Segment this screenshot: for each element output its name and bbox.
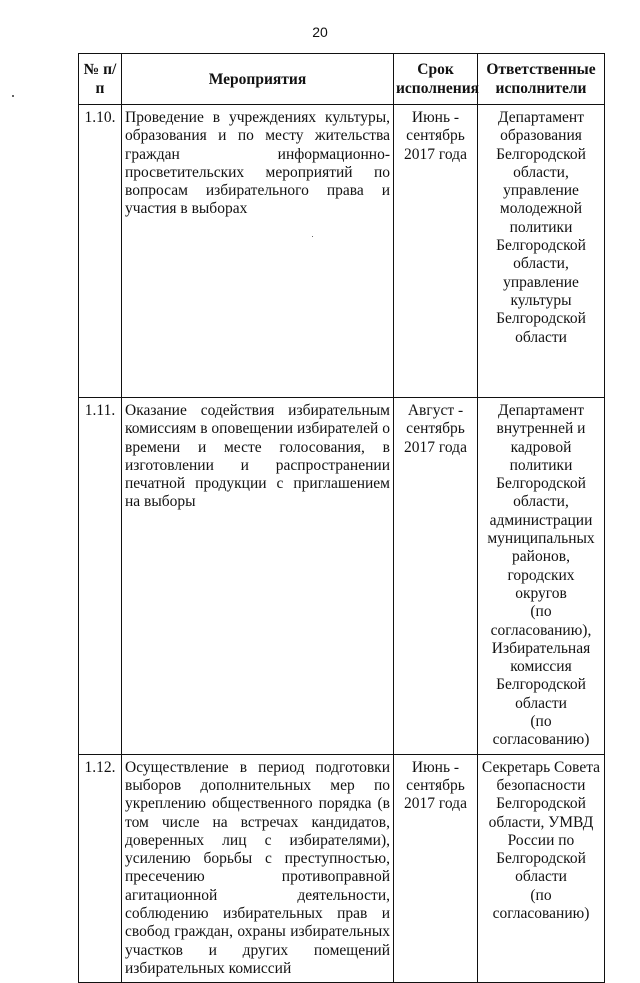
executor-line: России по [507, 831, 575, 849]
executor-line: Департамент [498, 402, 584, 419]
executor-line: молодежной [499, 200, 583, 218]
term-line: сентябрь [406, 420, 465, 438]
executor-line: области [515, 328, 567, 346]
executor-line: управление [503, 273, 579, 291]
table-header-row [79, 54, 605, 105]
executor-line: Белгородской [496, 145, 586, 163]
executor-line: Белгородской [496, 676, 586, 694]
row-term [394, 754, 478, 983]
row-activity: Оказание содействия избирательным комиссиям в оповещении избирателей о времени и месте голосования, в изготовлении и распространении печатной продукции с приглашением на выборы [122, 398, 394, 755]
executor-line: Избирательная [491, 639, 591, 657]
executor-line: управление [503, 182, 579, 200]
executor-line: области [515, 868, 567, 886]
executor-line: области, [513, 493, 569, 511]
term-line: Июнь - [411, 758, 460, 776]
executor-line: Белгородской [496, 475, 586, 493]
executor-line: области, [513, 255, 569, 273]
table-row [79, 398, 605, 755]
executor-line: Белгородской [496, 237, 586, 255]
executor-line: районов, городских [507, 548, 575, 584]
header-executors: Ответственные исполнители [478, 54, 605, 105]
term-line: Август - [407, 402, 464, 419]
term-line: сентябрь [406, 776, 465, 794]
executor-line: округов [515, 584, 567, 602]
executor-line: Белгородской [496, 850, 586, 868]
row-term [394, 105, 478, 398]
executor-line: Департамент [498, 109, 584, 126]
executor-line: (по согласованию), [490, 603, 592, 639]
row-activity: Проведение в учреждениях культуры, образования и по месту жительства граждан информационно-просветительских мероприятий по вопросам избирательного права и участия в выборах [122, 105, 394, 398]
term-line: сентябрь [406, 127, 465, 145]
row-executors [478, 398, 605, 755]
table-row [79, 105, 605, 398]
header-term: Срок исполнения [394, 54, 478, 105]
executor-line: муниципальных [487, 530, 595, 548]
executor-line: Белгородской [496, 795, 586, 813]
executor-line: политики [509, 218, 573, 236]
executor-line: кадровой политики [509, 438, 573, 474]
executor-line: области [515, 694, 567, 712]
executor-line: Секретарь Совета [481, 758, 601, 776]
executor-line: внутренней и [496, 420, 586, 438]
scan-dot [12, 95, 14, 97]
executor-line: культуры [510, 291, 572, 309]
executor-line: области, УМВД [488, 813, 594, 831]
executor-line: комиссия [510, 658, 572, 676]
row-activity: Осуществление в период подготовки выборов дополнительных мер по укреплению общественного порядка (в том числе на встречах кандидатов, доверенных лиц с избирателями), усилению борьбы с преступностью, пресечению противоправной агитационной деятельности, соблюдению избирательных прав и свобод граждан, охраны избирательных участков и других помещений избирательных комиссий [122, 754, 394, 983]
term-line: 2017 года [404, 145, 467, 163]
executor-line: безопасности [496, 776, 586, 794]
page-number: 20 [312, 24, 328, 40]
activities-table [78, 53, 605, 983]
row-term [394, 398, 478, 755]
row-number: 1.12. [79, 754, 122, 983]
executor-line: администрации [489, 511, 593, 529]
executor-line: (по согласованию) [492, 886, 590, 923]
header-activity: Мероприятия [122, 54, 394, 105]
row-executors [478, 105, 605, 398]
executor-line: образования [500, 127, 582, 145]
row-executors [478, 754, 605, 983]
term-line: 2017 года [404, 795, 467, 813]
header-number: № п/п [79, 54, 122, 105]
row-number: 1.10. [79, 105, 122, 398]
term-line: Июнь - [411, 109, 460, 126]
executor-line: (по согласованию) [492, 713, 590, 749]
row-number: 1.11. [79, 398, 122, 755]
executor-line: Белгородской [496, 310, 586, 328]
executor-line: области, [513, 163, 569, 181]
term-line: 2017 года [404, 438, 467, 456]
table-row [79, 754, 605, 983]
